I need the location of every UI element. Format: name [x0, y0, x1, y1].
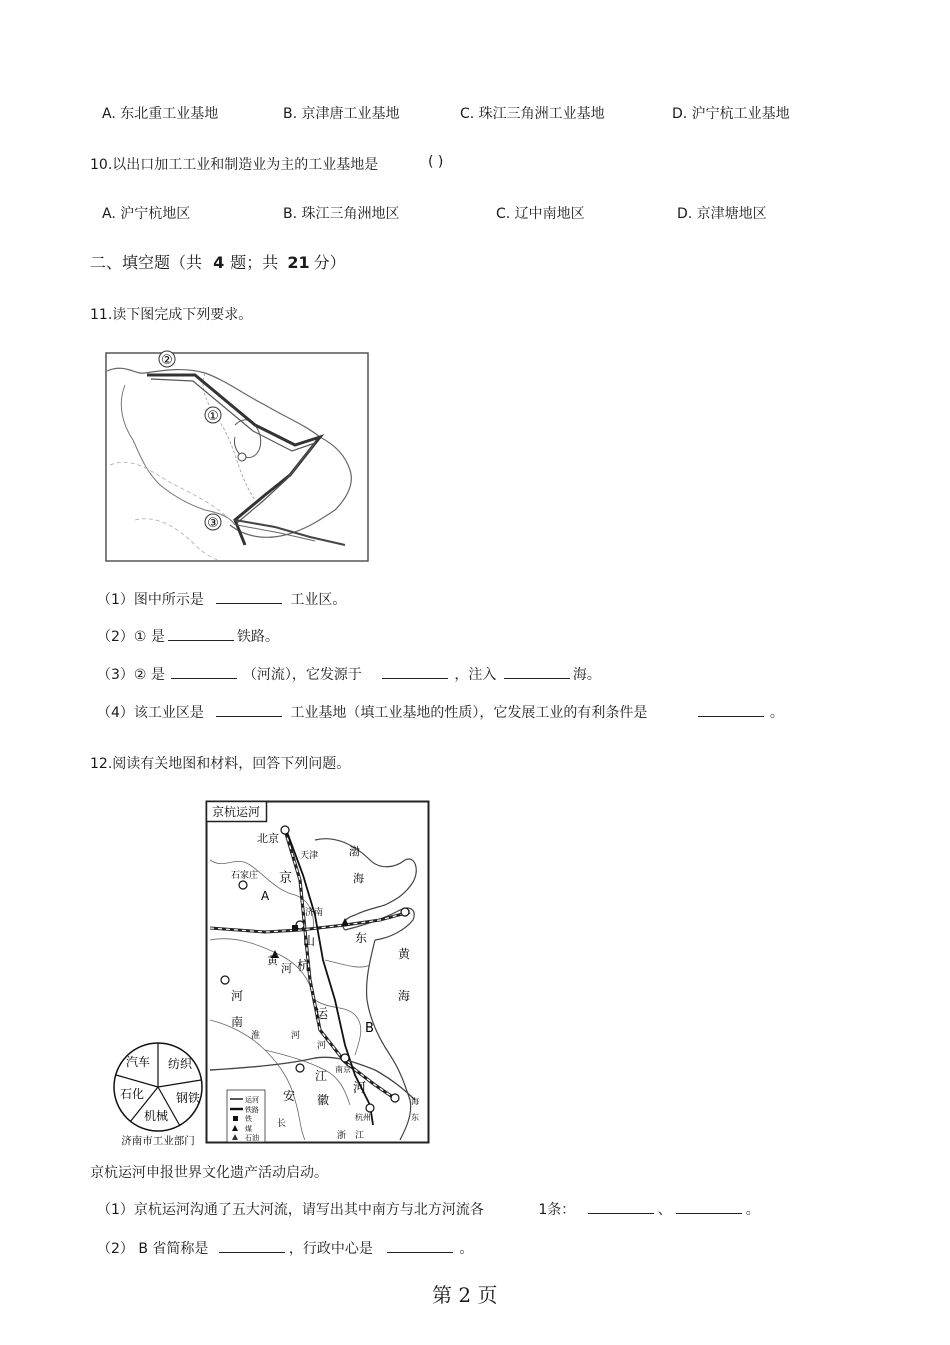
q11-sub3-blank-3[interactable] [504, 664, 570, 679]
q12-map-title: 京杭运河 [211, 805, 261, 819]
q10-option-a: A. 沪宁杭地区 [102, 206, 191, 222]
q10-option-d: D. 京津塘地区 [677, 206, 767, 222]
q12-label-jing: 京 [279, 871, 293, 886]
q11-sub1 [97, 589, 346, 609]
q11-sub4-blank-2[interactable] [698, 702, 764, 717]
q12-sub1-blank-1[interactable] [588, 1199, 654, 1214]
q11-stem: 11.读下图完成下列要求。 [90, 307, 253, 323]
q10-option-b: B. 珠江三角洲地区 [283, 206, 400, 222]
q12-label-tianjin: 天津 [300, 851, 319, 861]
q12-label-henan-2: 南 [231, 1015, 244, 1029]
section-heading [90, 250, 346, 273]
q11-sub3-text-d: 海。 [572, 667, 601, 683]
q12-map [205, 800, 430, 1145]
q12-label-bohai-2: 海 [353, 872, 364, 885]
q11-sub4-text-b: 工业基地（填工业基地的性质），它发展工业的有利条件是 [290, 705, 648, 721]
q11-sub3-blank-1[interactable] [171, 664, 237, 679]
q12-label-jinan: 济南 [305, 908, 324, 918]
q10-option-c: C. 辽中南地区 [496, 206, 585, 222]
q9-option-b: B. 京津唐工业基地 [283, 106, 400, 122]
q11-sub3-text-a: （3）② 是 [97, 667, 165, 683]
q11-map [105, 345, 370, 563]
q12-pie-diagram [108, 1040, 208, 1150]
q12-pie-svg [108, 1040, 208, 1150]
q12-label-dong2: 东 [411, 1113, 419, 1122]
q12-sub2 [97, 1238, 473, 1258]
q9-option-d: D. 沪宁杭工业基地 [672, 106, 790, 122]
q11-sub2 [97, 626, 279, 646]
q10-stem: 10.以出口加工工业和制造业为主的工业基地是 [90, 157, 379, 173]
q12-label-chang: 长 [277, 1119, 287, 1129]
q12-label-hehuang: 河 [281, 962, 292, 975]
q12-map-svg [205, 800, 430, 1145]
q11-map-label-3: ③ [207, 516, 219, 531]
q12-sub1-blank-2[interactable] [676, 1199, 742, 1214]
q12-sub2-text-c: 。 [459, 1241, 474, 1257]
q12-label-shan: 山 [303, 934, 316, 948]
pie-label-machinery: 机械 [143, 1109, 169, 1123]
q11-sub1-text-b: 工业区。 [290, 592, 347, 608]
q11-sub3-text-c: ，注入 [454, 667, 497, 683]
q12-label-huai: 淮 [251, 1031, 261, 1041]
q12-label-jiang2: 江 [355, 1131, 365, 1141]
q12-label-beijing: 北京 [257, 832, 279, 845]
pie-label-steel: 钢铁 [175, 1091, 201, 1105]
q12-legend-canal: 运河 [245, 1096, 259, 1104]
q12-label-bohai-1: 渤 [349, 845, 360, 858]
q11-sub4 [97, 702, 784, 722]
q12-sub2-text-a: （2） B 省简称是 [97, 1241, 209, 1257]
q11-map-label-2: ② [161, 353, 173, 368]
q11-sub2-text-a: （2）① 是 [97, 629, 165, 645]
section-count: 4 [213, 253, 225, 272]
q12-stem: 12.阅读有关地图和材料，回答下列问题。 [90, 756, 351, 772]
q12-label-hai: 海 [398, 989, 411, 1003]
q12-label-he2: 河 [291, 1031, 301, 1041]
q12-label-dong: 东 [355, 931, 368, 945]
q12-label-he-big: 河 [353, 1081, 367, 1096]
q12-label-hangzhou: 杭州 [355, 1113, 371, 1122]
q12-legend-oil: 石油 [245, 1134, 259, 1142]
q12-label-hang: 杭 [297, 959, 311, 974]
section-title-c: 分） [313, 253, 346, 272]
q10-paren: ( ) [428, 154, 444, 170]
section-title-b: 题；共 [230, 253, 279, 272]
q12-sub2-text-b: ，行政中心是 [288, 1241, 373, 1257]
pie-label-textile: 纺织 [167, 1057, 193, 1071]
pie-caption: 济南市工业部门 [121, 1135, 195, 1147]
q12-material: 京杭运河申报世界文化遗产活动启动。 [90, 1165, 328, 1181]
q12-legend-coal: 煤 [245, 1125, 252, 1133]
q11-sub3 [97, 664, 601, 684]
pie-label-petrochem: 石化 [119, 1087, 145, 1101]
q12-label-b: B [365, 1021, 374, 1036]
q11-sub3-text-b: （河流），它发源于 [242, 667, 362, 683]
q11-map-svg [105, 345, 370, 563]
q12-label-henan-1: 河 [231, 989, 244, 1003]
q12-label-hai2: 海 [411, 1097, 419, 1106]
q11-sub2-blank[interactable] [168, 626, 234, 641]
q12-sub1-text-d: 。 [745, 1202, 760, 1218]
pie-label-auto: 汽车 [125, 1055, 151, 1069]
q12-label-zhe: 浙 [337, 1131, 347, 1141]
q12-sub2-blank-2[interactable] [387, 1238, 453, 1253]
q12-label-huang: 黄 [398, 947, 411, 961]
q12-label-an: 安 [283, 1089, 296, 1103]
q12-sub1-text-a: （1）京杭运河沟通了五大河流，请写出其中南方与北方河流各 [97, 1202, 484, 1218]
q12-label-a: A [261, 889, 270, 903]
q12-label-yun: 运 [315, 1007, 329, 1022]
q12-label-jiang: 江 [315, 1069, 328, 1083]
q12-label-nanjing: 南京 [335, 1065, 351, 1074]
q12-sub1-text-b: 1条： [538, 1202, 576, 1218]
q12-label-huanghe: 黄 [267, 954, 278, 967]
section-title-a: 二、填空题（共 [90, 253, 203, 272]
q12-sub1 [97, 1199, 760, 1219]
q12-label-he: 河 [317, 1041, 327, 1051]
q12-sub2-blank-1[interactable] [219, 1238, 285, 1253]
section-score: 21 [287, 253, 310, 272]
q9-option-c: C. 珠江三角洲工业基地 [460, 106, 605, 122]
q11-sub1-blank[interactable] [216, 589, 282, 604]
q11-sub4-text-a: （4）该工业区是 [97, 705, 204, 721]
q12-sub1-text-c: 、 [657, 1202, 672, 1218]
q11-sub4-text-c: 。 [769, 705, 784, 721]
q11-sub3-blank-2[interactable] [382, 664, 448, 679]
q12-label-shijiazhuang: 石家庄 [231, 871, 259, 881]
q12-label-hui: 徽 [317, 1093, 330, 1107]
q9-option-a: A. 东北重工业基地 [102, 106, 219, 122]
q11-map-label-1: ① [207, 409, 219, 424]
q11-sub2-text-b: 铁路。 [236, 629, 279, 645]
q11-sub4-blank-1[interactable] [216, 702, 282, 717]
q11-sub1-text-a: （1）图中所示是 [97, 592, 204, 608]
q12-legend-rail: 铁路 [245, 1106, 259, 1114]
q12-legend-iron: 铁 [245, 1115, 252, 1123]
page-number: 第 2 页 [432, 1283, 498, 1307]
